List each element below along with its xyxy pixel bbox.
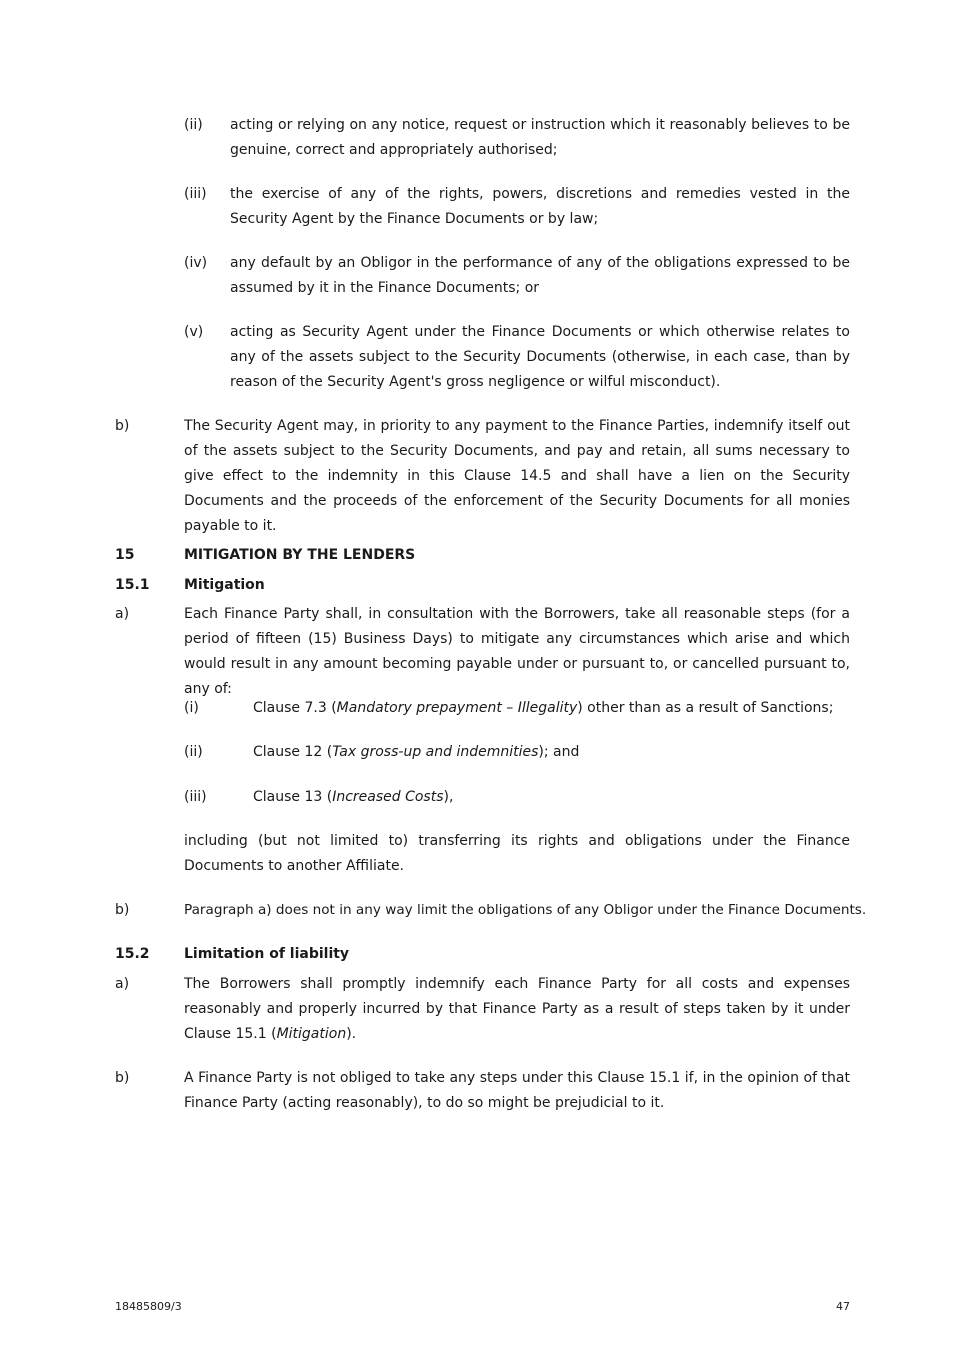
item-text: Clause 7.3 (Mandatory prepayment – Illegality) other than as a result of Sanctions; xyxy=(253,700,834,716)
item-label: (iii) xyxy=(184,186,207,202)
item-text: Clause 13 (Increased Costs), xyxy=(253,789,454,805)
subsection-number: 15.2 xyxy=(115,946,150,962)
item-label: (ii) xyxy=(184,744,203,760)
item-text: Clause 12 (Tax gross-up and indemnities); and xyxy=(253,744,580,760)
item-text: the exercise of any of the rights, powers, discretions and remedies vested in the Security Agent by the Finance Documents or by law; xyxy=(230,186,850,227)
item-text: any default by an Obligor in the performance of any of the obligations expressed to be assumed by it in the Finance Documents; or xyxy=(230,255,850,296)
paragraph-text: The Security Agent may, in priority to any payment to the Finance Parties, indemnify itself out of the assets subject to the Security Documents, and pay and retain, all sums necessary to give effect to the indemnity in this Clause 14.5 and shall have a lien on the Security Documents and the proceeds of the enforcement of the Security Documents for all monies payable to it. xyxy=(184,418,850,534)
paragraph-text: Paragraph a) does not in any way limit the obligations of any Obligor under the Finance Documents. xyxy=(184,902,867,918)
subsection-number: 15.1 xyxy=(115,577,150,593)
paragraph-label: a) xyxy=(115,976,130,992)
section-title: MITIGATION BY THE LENDERS xyxy=(184,547,416,563)
item-label: (iii) xyxy=(184,789,207,805)
section-number: 15 xyxy=(115,547,135,563)
item-text: acting or relying on any notice, request or instruction which it reasonably believes to be genuine, correct and appropriately authorised; xyxy=(230,117,850,158)
paragraph-label: b) xyxy=(115,902,130,918)
item-label: (i) xyxy=(184,700,199,716)
item-label: (iv) xyxy=(184,255,208,271)
paragraph-label: b) xyxy=(115,1070,130,1086)
item-label: (v) xyxy=(184,324,204,340)
item-label: (ii) xyxy=(184,117,203,133)
paragraph-text: A Finance Party is not obliged to take any steps under this Clause 15.1 if, in the opinion of that Finance Party (acting reasonably), to do so might be prejudicial to it. xyxy=(184,1070,850,1111)
subsection-title: Limitation of liability xyxy=(184,946,350,962)
paragraph-text: Each Finance Party shall, in consultation with the Borrowers, take all reasonable steps (for a period of fifteen (15) Business Days) to mitigate any circumstances which arise and which would result in any amount becoming payable under or pursuant to, or cancelled pursuant to, any of: xyxy=(184,606,850,697)
item-text: acting as Security Agent under the Finance Documents or which otherwise relates to any of the assets subject to the Security Documents (otherwise, in each case, than by reason of the Security Agent's gross negligence or wilful misconduct). xyxy=(230,324,850,390)
paragraph-text: The Borrowers shall promptly indemnify each Finance Party for all costs and expenses reasonably and properly incurred by that Finance Party as a result of steps taken by it under Clause 15.1 (Mitigation). xyxy=(184,976,850,1042)
document-reference: 18485809/3 xyxy=(115,1300,182,1313)
page-number: 47 xyxy=(836,1300,850,1313)
paragraph-label: a) xyxy=(115,606,130,622)
paragraph-text: including (but not limited to) transferring its rights and obligations under the Finance Documents to another Affiliate. xyxy=(184,833,850,874)
subsection-title: Mitigation xyxy=(184,577,265,593)
paragraph-label: b) xyxy=(115,418,130,434)
